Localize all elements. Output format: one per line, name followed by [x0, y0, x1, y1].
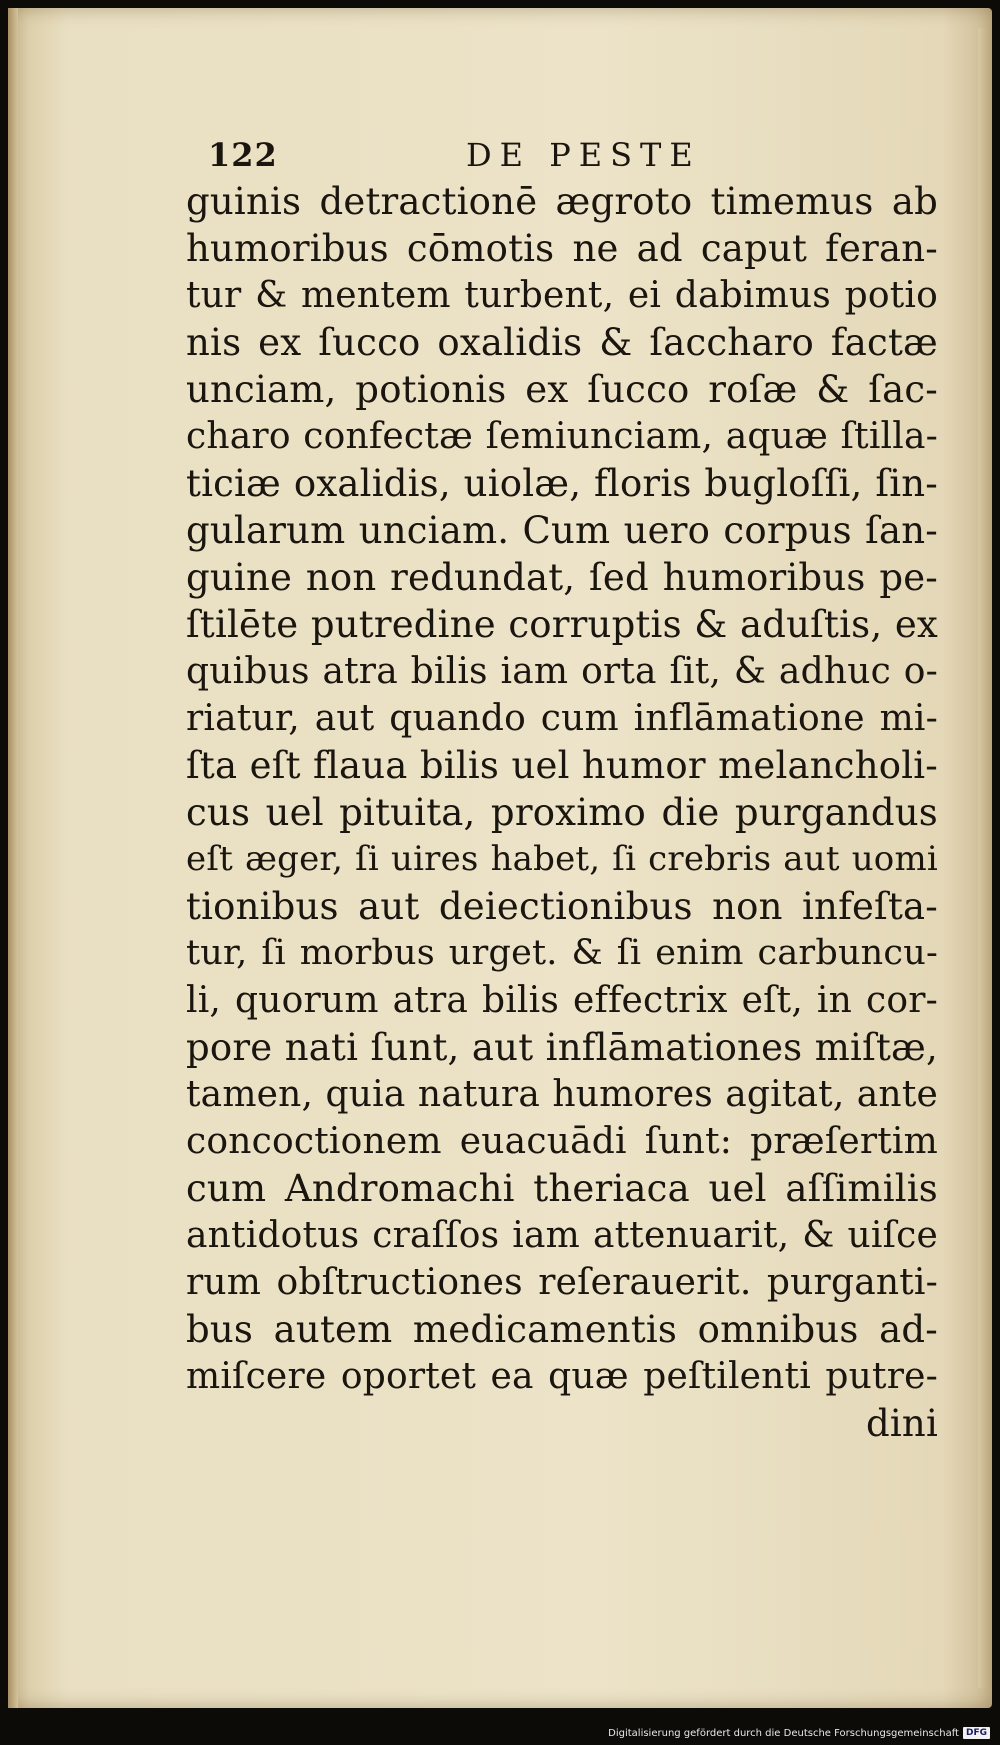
running-title: DE PESTE [466, 136, 701, 174]
text-line: ticiæ oxalidis, uiolæ, floris bugloſſi, ſin- [186, 462, 938, 505]
dfg-logo: DFG [963, 1727, 990, 1739]
digitization-credit [608, 1727, 990, 1739]
text-line: cum Andromachi theriaca uel aſſimilis [186, 1167, 938, 1210]
page-binding-edge [8, 8, 18, 1708]
text-line: guinis detractionē ægroto timemus ab [186, 180, 938, 223]
text-line: tamen, quia natura humores agitat, ante [186, 1074, 938, 1115]
text-line: concoctionem euacuādi ſunt: præſertim [186, 1121, 938, 1162]
book-page [8, 8, 992, 1708]
text-line: cus uel pituita, proximo die purgandus [186, 791, 938, 834]
text-line: tur, ſi morbus urget. & ſi enim carbuncu- [186, 933, 938, 973]
text-line: gularum unciam. Cum uero corpus ſan- [186, 509, 938, 552]
text-line: rum obſtructiones reſerauerit. purganti- [186, 1262, 938, 1303]
credit-text: Digitalisierung gefördert durch die Deutsche Forschungsgemeinschaft [608, 1727, 959, 1739]
text-line: bus autem medicamentis omnibus ad- [186, 1308, 938, 1351]
text-line: antidotus craſſos iam attenuarit, & uiſce [186, 1215, 938, 1256]
text-line: pore nati ſunt, aut inflāmationes miſtæ, [186, 1026, 938, 1069]
text-block [186, 178, 938, 1447]
text-line: unciam, potionis ex ſucco roſæ & ſac- [186, 368, 938, 411]
text-line: tur & mentem turbent, ei dabimus potio [186, 275, 938, 316]
catchword: dini [866, 1402, 938, 1445]
page-number: 122 [208, 136, 278, 174]
text-line: miſcere oportet ea quæ peſtilenti putre- [186, 1356, 938, 1397]
running-header [208, 136, 848, 176]
text-line: eſt æger, ſi uires habet, ſi crebris aut uomi [186, 839, 938, 879]
text-line: humoribus cōmotis ne ad caput feran- [186, 227, 938, 270]
text-line: tionibus aut deiectionibus non infeſta- [186, 885, 938, 928]
text-line: ſta eſt flaua bilis uel humor melancholi- [186, 744, 938, 787]
text-line: li, quorum atra bilis effectrix eſt, in cor- [186, 980, 938, 1021]
text-line: guine non redundat, ſed humoribus pe- [186, 556, 938, 599]
page-fore-edge [978, 28, 992, 1688]
text-line: nis ex ſucco oxalidis & ſaccharo factæ [186, 321, 938, 364]
text-line: ſtilēte putredine corruptis & aduſtis, ex [186, 603, 938, 646]
text-line: charo confectæ ſemiunciam, aquæ ſtilla- [186, 416, 938, 457]
text-line: riatur, aut quando cum inflāmatione mi- [186, 698, 938, 739]
text-line: quibus atra bilis iam orta ſit, & adhuc o- [186, 651, 938, 692]
